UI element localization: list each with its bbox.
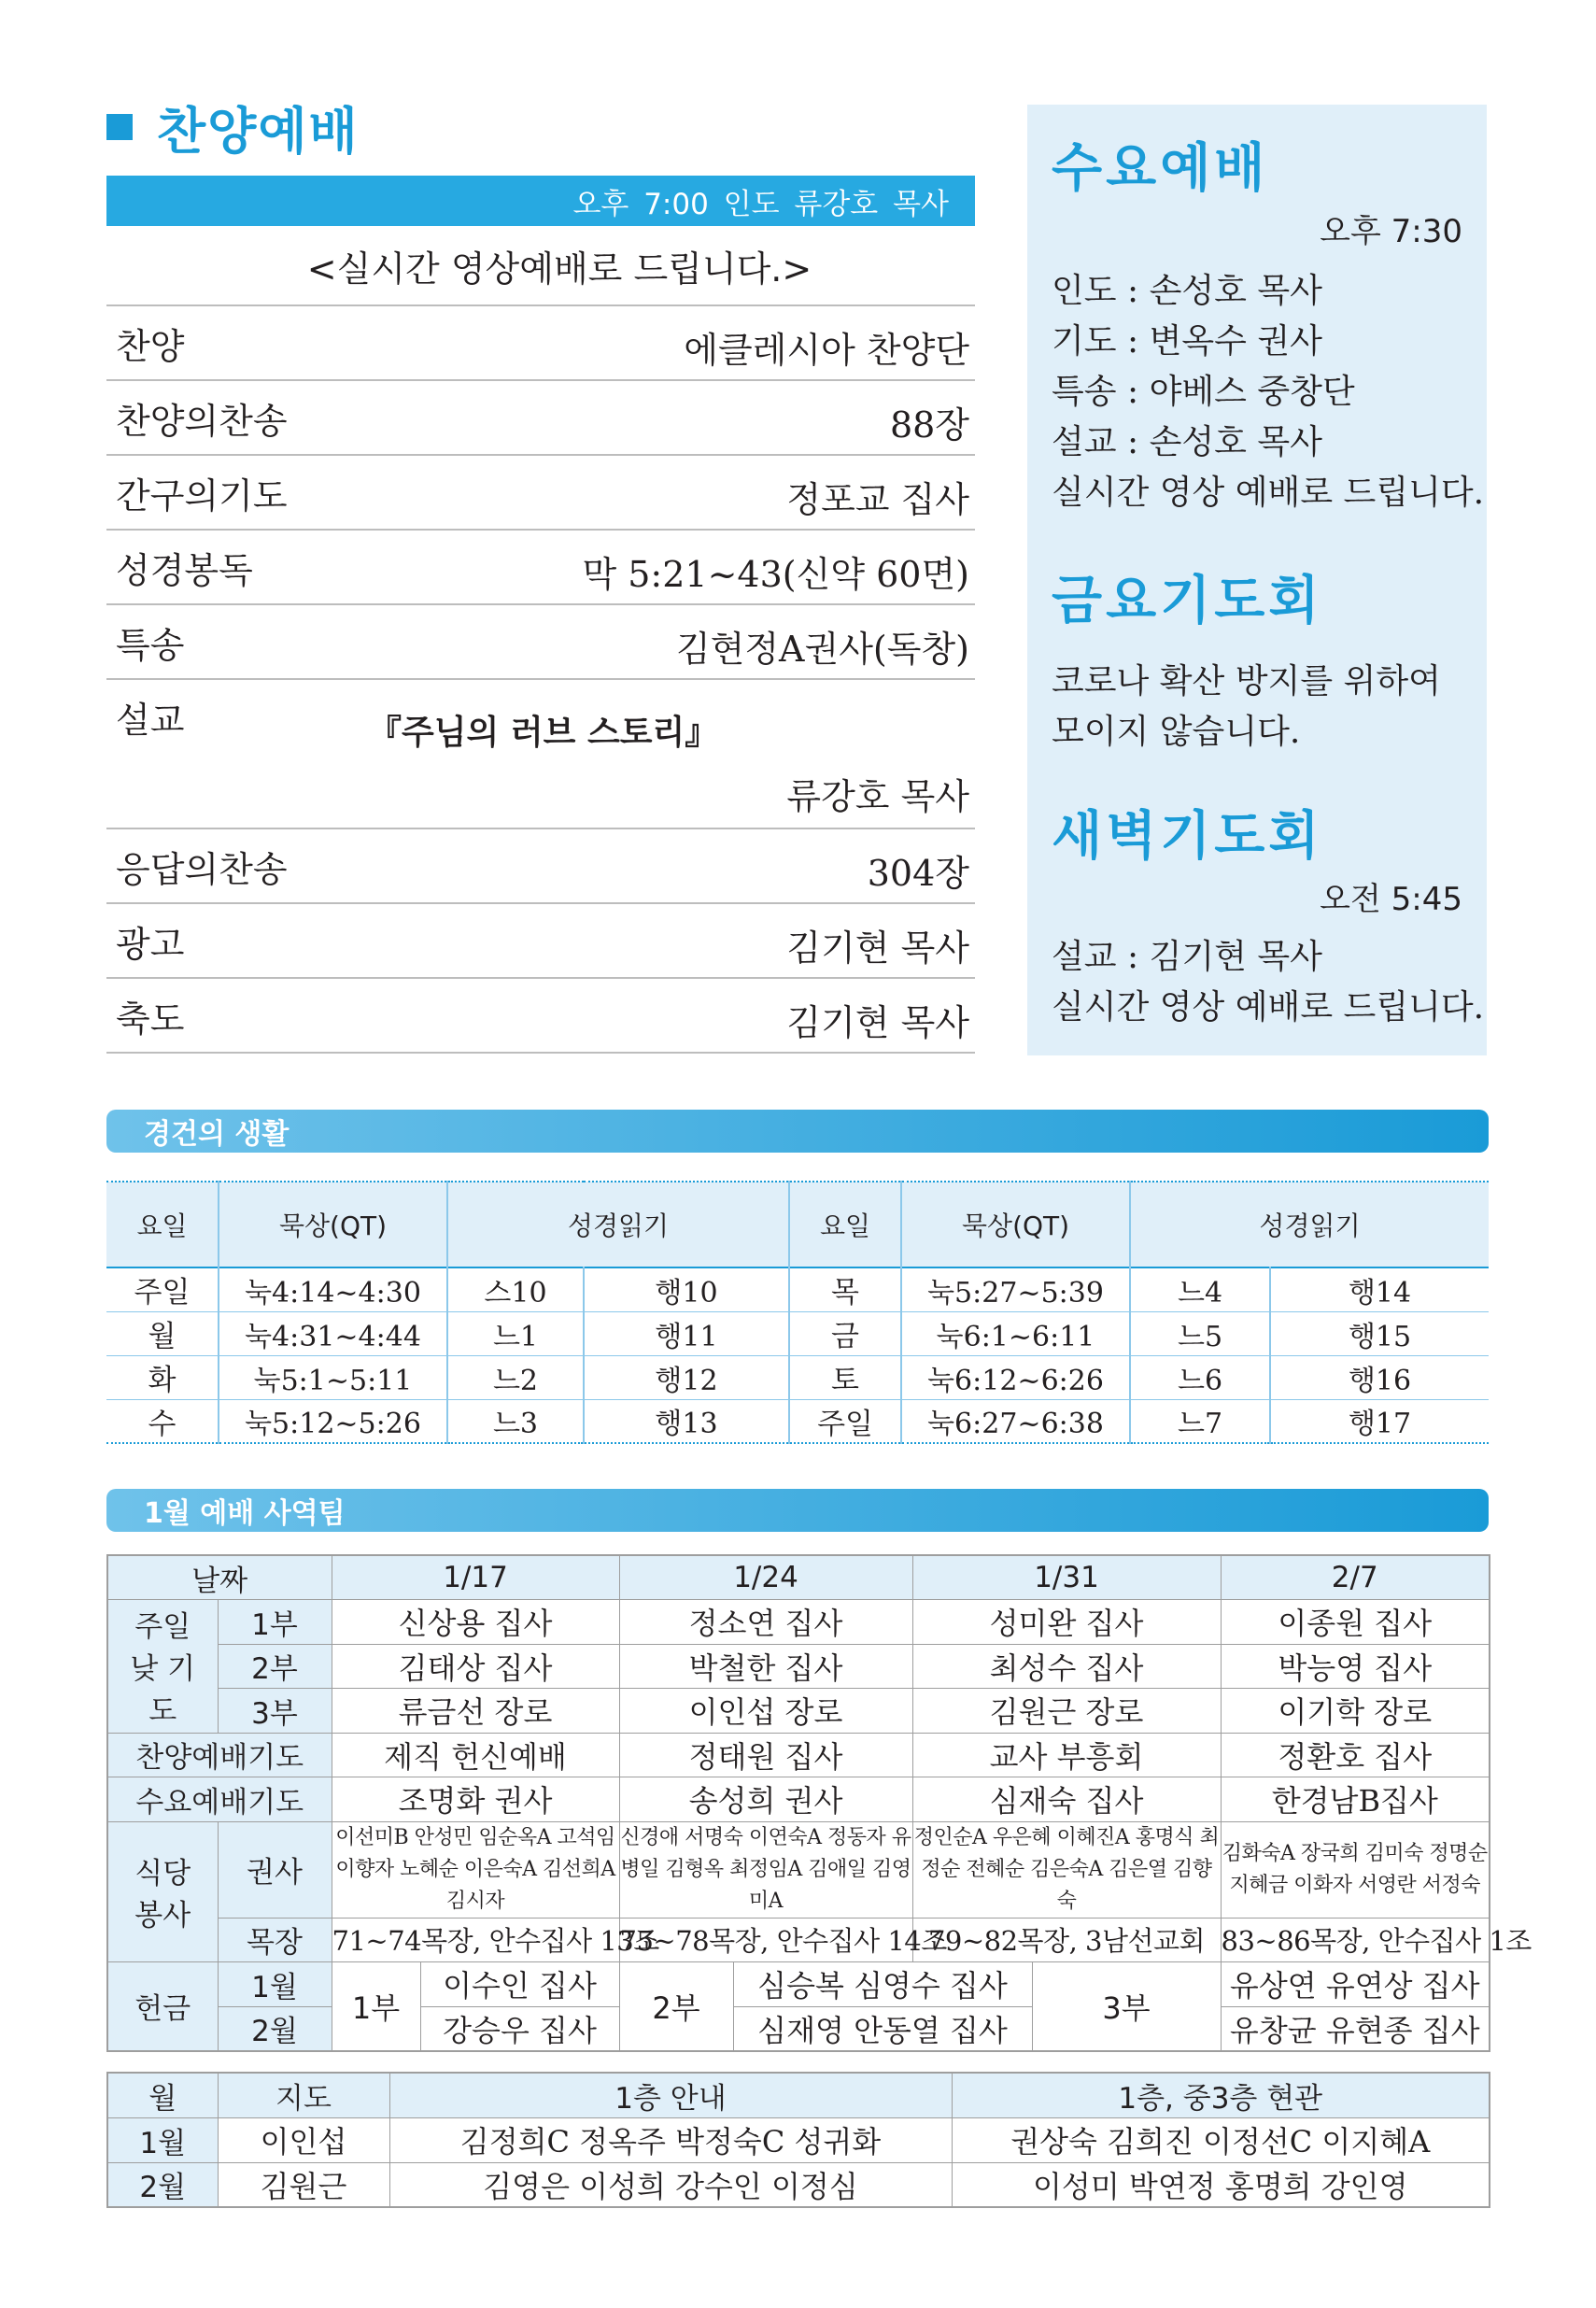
detail-key: 기도 <box>1052 322 1117 361</box>
devotion-header-row <box>106 1182 1489 1267</box>
part-label: 1부 <box>332 1962 420 2051</box>
order-value: 88장 <box>889 404 969 446</box>
wednesday-service-time: 오후 7:30 <box>1320 213 1462 250</box>
month-label: 1월 <box>218 1962 332 2007</box>
order-row <box>106 306 975 381</box>
qt-cell: 눅4:14~4:30 <box>219 1267 447 1311</box>
deaconess-names: 정인순A 우은혜 이혜진A 홍명식 최정순 전혜순 김은숙A 김은열 김향숙 <box>912 1821 1221 1918</box>
praise-worship-title: 찬양예배 <box>157 101 360 161</box>
detail-key: 인도 <box>1052 272 1117 310</box>
name-cell: 이기학 장로 <box>1221 1689 1490 1734</box>
detail-key: 특송 <box>1052 373 1117 411</box>
detail-line <box>1052 317 1462 367</box>
detail-value: : 손성호 목사 <box>1116 272 1322 310</box>
name-cell: 박철한 집사 <box>619 1644 912 1689</box>
sermon-row <box>106 680 975 829</box>
weekday-services-panel <box>1027 105 1487 1055</box>
name-cell: 심재영 안동열 집사 <box>733 2006 1032 2051</box>
detail-key: 설교 <box>1052 423 1117 461</box>
header-cell: 묵상(QT) <box>219 1182 447 1267</box>
reading-cell: 느5 <box>1130 1311 1270 1355</box>
header-cell: 1층, 중3층 현관 <box>952 2073 1490 2117</box>
date-cell: 1/17 <box>332 1555 619 1600</box>
reading-cell: 행17 <box>1270 1399 1489 1443</box>
order-row <box>106 531 975 605</box>
detail-line <box>1052 418 1462 468</box>
detail-value: : 손성호 목사 <box>1116 423 1322 461</box>
detail-key: 설교 <box>1052 938 1117 976</box>
qt-cell: 눅5:27~5:39 <box>901 1267 1130 1311</box>
order-label: 성경봉독 <box>116 550 253 591</box>
header-cell: 요일 <box>789 1182 901 1267</box>
name-cell: 이종원 집사 <box>1221 1600 1490 1645</box>
deaconess-names: 김화숙A 장국희 김미숙 정명순 지혜금 이화자 서영란 서정숙 <box>1221 1821 1490 1918</box>
order-label: 간구의기도 <box>116 475 288 517</box>
reading-cell: 느4 <box>1130 1267 1270 1311</box>
reading-cell: 스10 <box>447 1267 584 1311</box>
name-cell: 정소연 집사 <box>619 1600 912 1645</box>
dawn-prayer-details <box>1052 932 1485 1033</box>
qt-cell: 눅5:12~5:26 <box>219 1399 447 1443</box>
part-label: 2부 <box>619 1962 733 2051</box>
header-cell: 지도 <box>218 2073 389 2117</box>
ministry-team-section-bar: 1월 예배 사역팀 <box>106 1489 1489 1532</box>
reading-cell: 느7 <box>1130 1399 1270 1443</box>
dawn-prayer-note: 실시간 영상 예배로 드립니다. <box>1052 988 1485 1027</box>
reading-cell: 행14 <box>1270 1267 1489 1311</box>
header-cell: 묵상(QT) <box>901 1182 1130 1267</box>
order-label: 축도 <box>116 998 185 1040</box>
header-cell: 1층 안내 <box>389 2073 952 2117</box>
order-label: 찬양의찬송 <box>116 401 288 442</box>
wednesday-service-title: 수요예배 <box>1052 138 1269 199</box>
order-row <box>106 829 975 904</box>
square-bullet-icon <box>106 114 133 140</box>
sermon-label: 설교 <box>116 700 185 741</box>
reading-cell: 느6 <box>1130 1355 1270 1399</box>
parish-cell: 79~82목장, 3남선교회 <box>912 1918 1221 1962</box>
name-cell: 박능영 집사 <box>1221 1644 1490 1689</box>
name-cell: 한경남B집사 <box>1221 1777 1490 1822</box>
order-label: 응답의찬송 <box>116 849 288 890</box>
leader-cell: 이인섭 <box>218 2117 389 2162</box>
detail-line <box>1052 367 1462 418</box>
reading-cell: 느3 <box>447 1399 584 1443</box>
dawn-prayer-title: 새벽기도회 <box>1052 806 1323 867</box>
deaconess-names: 이선미B 안성민 임순옥A 고석임 이향자 노혜순 이은숙A 김선희A 김시자 <box>332 1821 619 1918</box>
name-cell: 정환호 집사 <box>1221 1733 1490 1777</box>
part-label: 1부 <box>218 1600 332 1645</box>
table-row <box>106 1311 1489 1355</box>
friday-prayer-line: 코로나 확산 방지를 위하여 <box>1052 662 1441 701</box>
day-cell: 수 <box>106 1399 219 1443</box>
date-cell: 1/24 <box>619 1555 912 1600</box>
name-cell: 이수인 집사 <box>420 1962 619 2007</box>
name-cell: 유창균 유현종 집사 <box>1221 2006 1490 2051</box>
parish-label: 목장 <box>218 1918 332 1962</box>
devotion-table <box>106 1181 1489 1444</box>
name-cell: 성미완 집사 <box>912 1600 1221 1645</box>
table-row <box>107 1644 1490 1689</box>
praise-worship-note: <실시간 영상예배로 드립니다.> <box>106 226 975 306</box>
order-label: 찬양 <box>116 326 185 367</box>
day-cell: 주일 <box>789 1399 901 1443</box>
friday-prayer-line: 모이지 않습니다. <box>1052 713 1301 751</box>
qt-cell: 눅4:31~4:44 <box>219 1311 447 1355</box>
reading-cell: 행12 <box>584 1355 789 1399</box>
dawn-prayer-time: 오전 5:45 <box>1320 881 1462 918</box>
parish-cell: 83~86목장, 안수집사 1조 <box>1221 1918 1490 1962</box>
day-cell: 금 <box>789 1311 901 1355</box>
reading-cell: 느1 <box>447 1311 584 1355</box>
name-cell: 정태원 집사 <box>619 1733 912 1777</box>
name-cell: 심재숙 집사 <box>912 1777 1221 1822</box>
table-row <box>106 1355 1489 1399</box>
deaconess-label: 권사 <box>218 1821 332 1918</box>
sunday-prayer-label: 주일낮 기도 <box>107 1600 218 1734</box>
table-row <box>107 1733 1490 1777</box>
day-cell: 월 <box>106 1311 219 1355</box>
date-cell: 1/31 <box>912 1555 1221 1600</box>
detail-value: : 야베스 중창단 <box>1116 373 1355 411</box>
name-cell: 이인섭 장로 <box>619 1689 912 1734</box>
name-cell: 제직 헌신예배 <box>332 1733 619 1777</box>
date-label: 날짜 <box>107 1555 332 1600</box>
detail-line <box>1052 932 1462 983</box>
order-row <box>106 979 975 1054</box>
reading-cell: 행13 <box>584 1399 789 1443</box>
reading-cell: 행11 <box>584 1311 789 1355</box>
praise-worship-section <box>106 90 975 1054</box>
friday-prayer-details <box>1052 657 1462 758</box>
day-cell: 화 <box>106 1355 219 1399</box>
praise-worship-heading <box>106 90 975 164</box>
name-cell: 강승우 집사 <box>420 2006 619 2051</box>
order-value: 김기현 목사 <box>786 927 969 969</box>
day-cell: 목 <box>789 1267 901 1311</box>
name-cell: 유상연 유연상 집사 <box>1221 1962 1490 2007</box>
reading-cell: 느2 <box>447 1355 584 1399</box>
table-row <box>107 1918 1490 1962</box>
table-row <box>107 2073 1490 2117</box>
header-cell: 월 <box>107 2073 218 2117</box>
cafeteria-label: 식당 봉사 <box>107 1821 218 1962</box>
name-cell: 최성수 집사 <box>912 1644 1221 1689</box>
wednesday-prayer-label: 수요예배기도 <box>107 1777 332 1822</box>
praise-prayer-label: 찬양예배기도 <box>107 1733 332 1777</box>
order-row <box>106 605 975 680</box>
deaconess-names: 신경애 서명숙 이연숙A 정동자 유병일 김형옥 최정임A 김애일 김영미A <box>619 1821 912 1918</box>
praise-worship-time-bar: 오후 7:00 인도 류강호 목사 <box>106 176 975 226</box>
wednesday-service-details <box>1052 266 1485 518</box>
order-label: 광고 <box>116 924 185 965</box>
table-row <box>107 2006 1490 2051</box>
qt-cell: 눅6:1~6:11 <box>901 1311 1130 1355</box>
reading-cell: 행15 <box>1270 1311 1489 1355</box>
usher-names: 권상숙 김희진 이정선C 이지혜A <box>952 2117 1490 2162</box>
qt-cell: 눅6:27~6:38 <box>901 1399 1130 1443</box>
name-cell: 김원근 장로 <box>912 1689 1221 1734</box>
part-label: 2부 <box>218 1644 332 1689</box>
day-cell: 토 <box>789 1355 901 1399</box>
detail-line <box>1052 266 1462 317</box>
friday-prayer-title: 금요기도회 <box>1052 571 1323 631</box>
header-cell: 요일 <box>106 1182 219 1267</box>
parish-cell: 75~78목장, 안수집사 14조 <box>619 1918 912 1962</box>
reading-cell: 행16 <box>1270 1355 1489 1399</box>
order-row <box>106 904 975 979</box>
order-value: 김현정A권사(독창) <box>675 629 969 670</box>
name-cell: 류금선 장로 <box>332 1689 619 1734</box>
parish-cell: 71~74목장, 안수집사 13조 <box>332 1918 619 1962</box>
name-cell: 신상용 집사 <box>332 1600 619 1645</box>
detail-value: : 변옥수 권사 <box>1116 322 1322 361</box>
detail-value: : 김기현 목사 <box>1116 938 1322 976</box>
order-value: 김기현 목사 <box>786 1002 969 1043</box>
order-value: 막 5:21~43(신약 60면) <box>582 554 969 595</box>
name-cell: 김태상 집사 <box>332 1644 619 1689</box>
date-cell: 2/7 <box>1221 1555 1490 1600</box>
order-row <box>106 456 975 531</box>
table-row <box>106 1267 1489 1311</box>
devotion-section-bar: 경건의 생활 <box>106 1110 1489 1153</box>
qt-cell: 눅5:1~5:11 <box>219 1355 447 1399</box>
month-label: 2월 <box>107 2162 218 2207</box>
table-row <box>107 1777 1490 1822</box>
offering-label: 헌금 <box>107 1962 218 2051</box>
order-label: 특송 <box>116 625 185 666</box>
usher-names: 김정희C 정옥주 박정숙C 성귀화 <box>389 2117 952 2162</box>
name-cell: 심승복 심영수 집사 <box>733 1962 1032 2007</box>
order-value: 정포교 집사 <box>786 479 969 520</box>
usher-names: 이성미 박연정 홍명희 강인영 <box>952 2162 1490 2207</box>
order-value: 304장 <box>867 853 969 894</box>
table-row <box>107 2117 1490 2162</box>
qt-cell: 눅6:12~6:26 <box>901 1355 1130 1399</box>
name-cell: 조명화 권사 <box>332 1777 619 1822</box>
table-row <box>107 1600 1490 1645</box>
name-cell: 교사 부흥회 <box>912 1733 1221 1777</box>
part-label: 3부 <box>218 1689 332 1734</box>
wednesday-service-note: 실시간 영상 예배로 드립니다. <box>1052 474 1485 512</box>
table-row <box>107 1821 1490 1918</box>
part-label: 3부 <box>1032 1962 1221 2051</box>
order-row <box>106 381 975 456</box>
month-label: 2월 <box>218 2006 332 2051</box>
name-cell: 송성희 권사 <box>619 1777 912 1822</box>
usher-names: 김영은 이성희 강수인 이정심 <box>389 2162 952 2207</box>
sermon-title: 『주님의 러브 스토리』 <box>368 714 719 752</box>
table-row <box>107 2162 1490 2207</box>
header-cell: 성경읽기 <box>447 1182 789 1267</box>
table-row <box>106 1399 1489 1443</box>
table-row <box>107 1962 1490 2007</box>
sermon-preacher: 류강호 목사 <box>786 776 969 817</box>
usher-guide-table <box>106 2072 1490 2208</box>
table-row <box>107 1555 1490 1600</box>
ministry-team-table <box>106 1554 1532 2052</box>
header-cell: 성경읽기 <box>1130 1182 1489 1267</box>
day-cell: 주일 <box>106 1267 219 1311</box>
month-label: 1월 <box>107 2117 218 2162</box>
table-row <box>107 1689 1490 1734</box>
order-value: 에클레시아 찬양단 <box>684 330 969 371</box>
reading-cell: 행10 <box>584 1267 789 1311</box>
leader-cell: 김원근 <box>218 2162 389 2207</box>
